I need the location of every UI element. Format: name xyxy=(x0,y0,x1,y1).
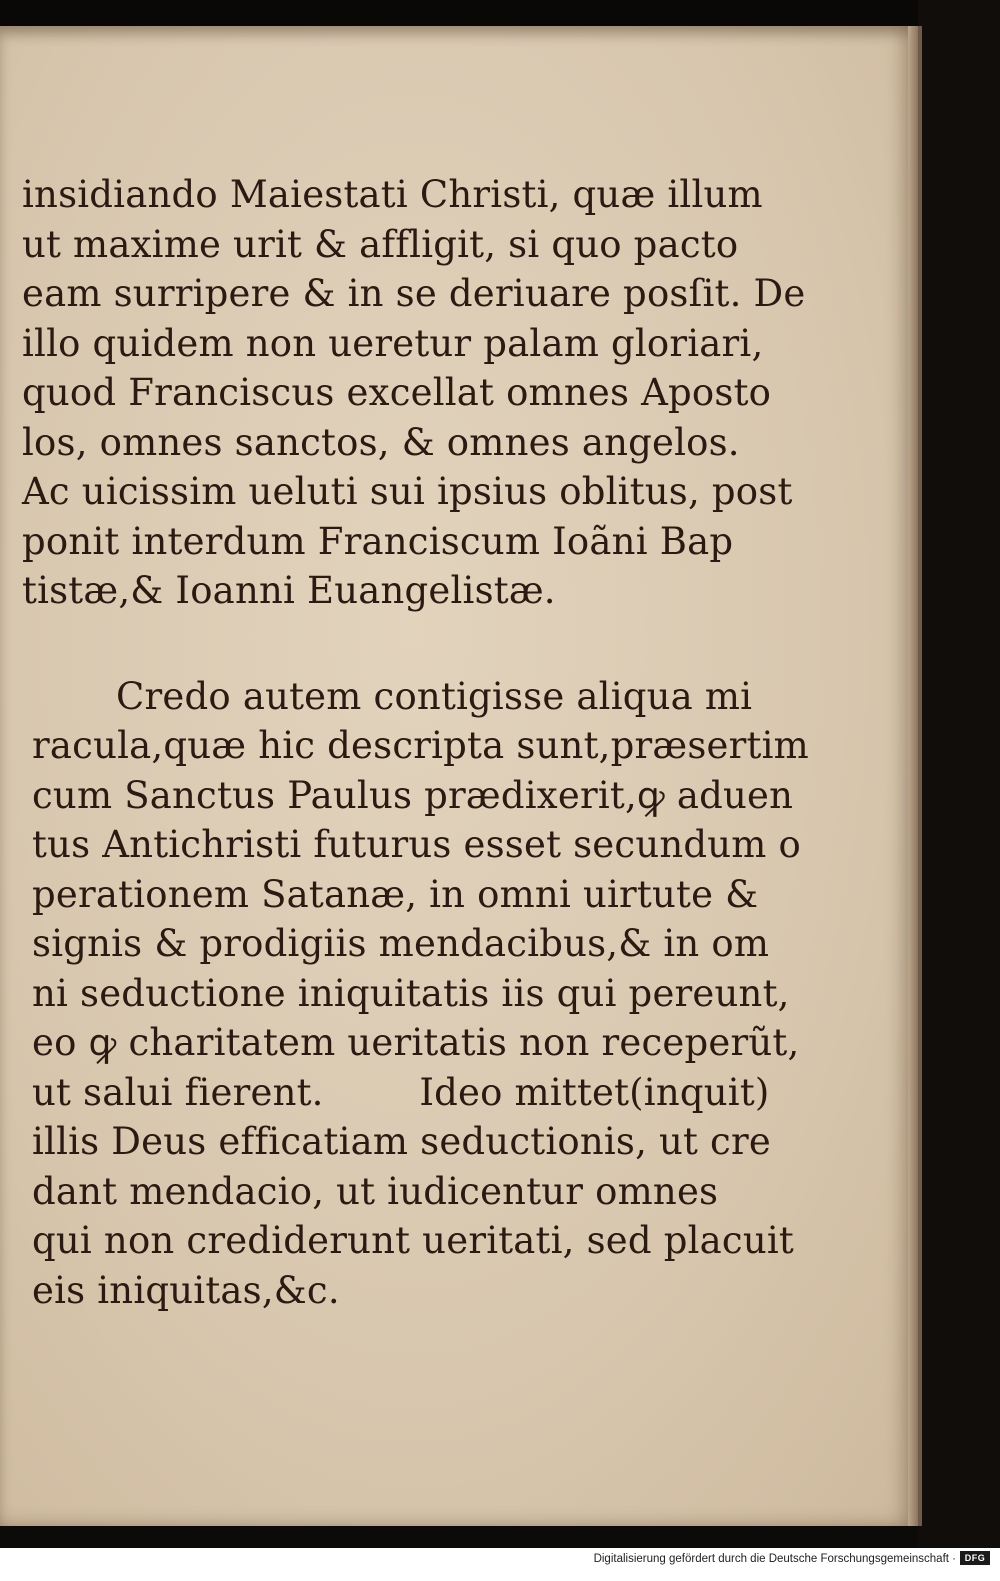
paragraph-2 xyxy=(22,672,809,1316)
text-line: illo quidem non ueretur palam gloriari, xyxy=(22,321,764,365)
text-line: illis Deus efficatiam seductionis, ut cre xyxy=(32,1120,771,1163)
scan-background-top xyxy=(0,0,1000,26)
text-line: eam surripere & in se deriuare posſit. De xyxy=(22,272,806,315)
text-line: ut maxime urit & affligit, si quo pacto xyxy=(22,222,739,266)
text-line: quod Franciscus excellat omnes Aposto xyxy=(22,371,772,414)
text-line: eis iniquitas,&c. xyxy=(32,1268,340,1312)
text-line: eo ꝙ charitatem ueritatis non receperũt, xyxy=(32,1021,800,1064)
text-line: ut salui fierent. Ideo mittet(inquit) xyxy=(32,1070,770,1114)
text-line: racula,quæ hic descripta sunt,præsertim xyxy=(32,724,809,767)
text-line: qui non crediderunt ueritati, sed placuit xyxy=(32,1219,794,1262)
text-line: cum Sanctus Paulus prædixerit,ꝙ aduen xyxy=(32,773,794,817)
text-line: tus Antichristi futurus esset secundum o xyxy=(32,823,802,866)
text-line: dant mendacio, ut iudicentur omnes xyxy=(32,1169,719,1213)
text-line: los, omnes sanctos, & omnes angelos. xyxy=(22,420,740,464)
text-line: signis & prodigiis mendacibus,& in om xyxy=(32,922,770,965)
funding-notice: Digitalisierung gefördert durch die Deutsche Forschungsgemeinschaft · xyxy=(593,1553,956,1565)
text-line: Ac uicissim ueluti sui ipsius oblitus, post xyxy=(22,470,793,513)
text-line: perationem Satanæ, in omni uirtute & xyxy=(32,872,759,916)
text-line: tistæ,& Ioanni Euangelistæ. xyxy=(22,569,556,612)
text-line: ponit interdum Franciscum Ioãni Bap xyxy=(22,519,734,563)
text-line: ni seductione iniquitatis iis qui pereunt, xyxy=(32,971,790,1015)
text-line: Credo autem contigisse aliqua mi xyxy=(116,674,753,718)
page-edge xyxy=(908,26,918,1526)
dfg-logo: DFG xyxy=(960,1551,990,1565)
paragraph-1 xyxy=(22,170,806,616)
book-page xyxy=(0,26,922,1526)
text-line: insidiando Maiestati Christi, quæ illum xyxy=(22,173,763,216)
body-text xyxy=(22,170,809,1315)
scan-background-right xyxy=(918,0,1000,1556)
